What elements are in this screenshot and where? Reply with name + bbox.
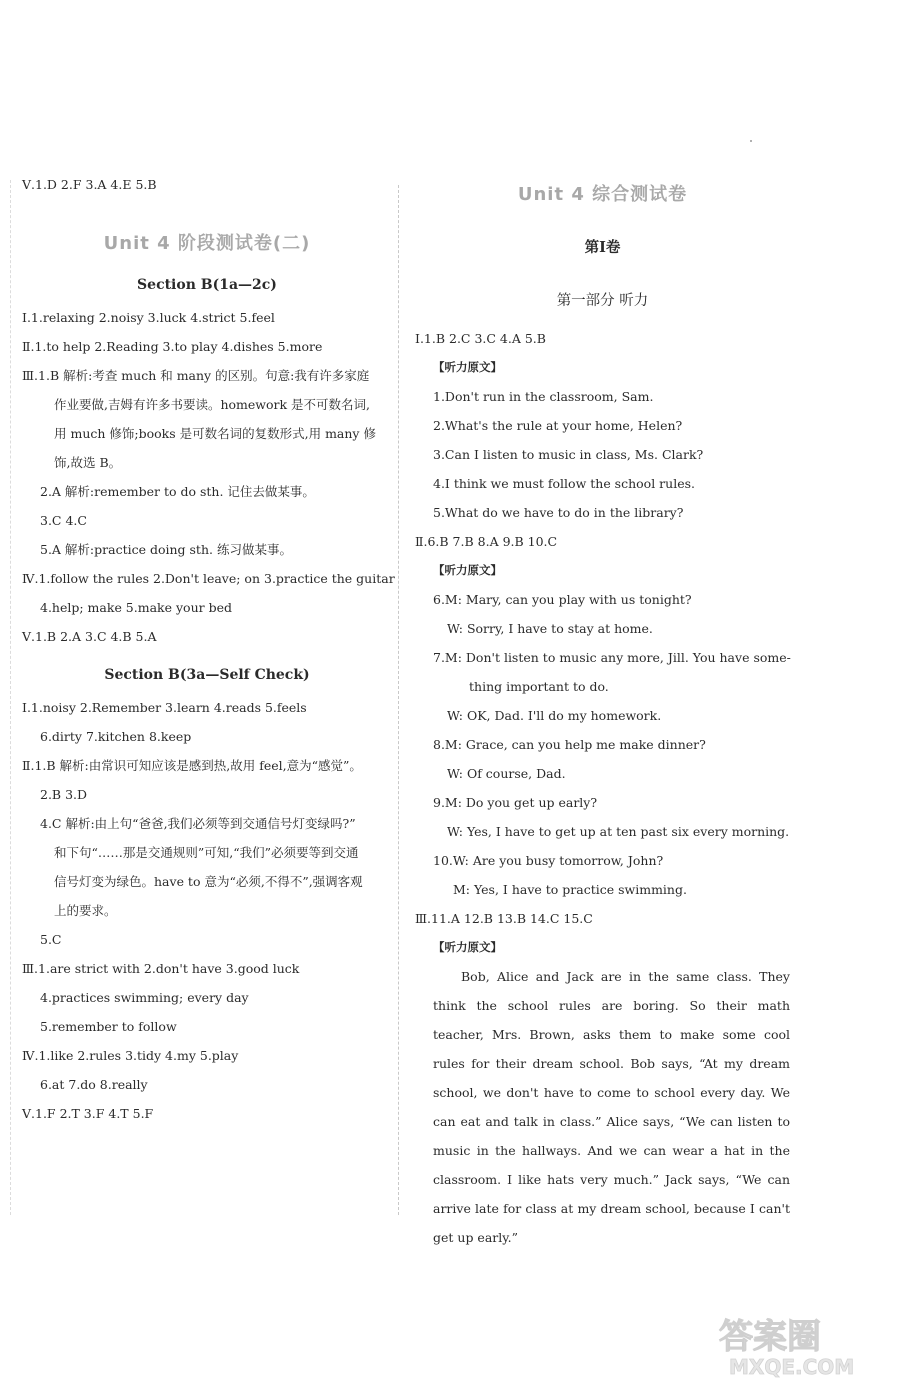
answer-line: Ⅰ.1.relaxing 2.noisy 3.luck 4.strict 5.feel (22, 310, 275, 325)
answer-line: 3.C 4.C (40, 513, 87, 528)
listening-script-tag: 【听力原文】 (433, 940, 502, 954)
answer-line: 上的要求。 (54, 903, 117, 918)
script-line: W: Of course, Dad. (447, 766, 566, 781)
script-line: 1.Don't run in the classroom, Sam. (433, 389, 654, 404)
answer-line: 6.at 7.do 8.really (40, 1077, 148, 1092)
answer-line: Ⅰ.1.noisy 2.Remember 3.learn 4.reads 5.feels (22, 700, 307, 715)
answer-line: 5.remember to follow (40, 1019, 177, 1034)
script-line: W: Yes, I have to get up at ten past six every morning. (447, 824, 790, 839)
answer-line: 5.C (40, 932, 62, 947)
script-line: 6.M: Mary, can you play with us tonight? (433, 592, 692, 607)
column-divider (398, 185, 399, 1215)
answer-line: 用 much 修饰;books 是可数名词的复数形式,用 many 修 (54, 426, 376, 441)
script-line: W: OK, Dad. I'll do my homework. (447, 708, 662, 723)
script-line: 4.I think we must follow the school rules. (433, 476, 695, 491)
watermark-logo (711, 1310, 886, 1380)
answer-line: 4.help; make 5.make your bed (40, 600, 232, 615)
answer-line: Ⅳ.1.follow the rules 2.Don't leave; on 3.practice the guitar (22, 571, 395, 586)
answer-line: Ⅲ.1.B 解析:考查 much 和 many 的区别。句意:我有许多家庭 (22, 368, 370, 383)
answer-line: 2.B 3.D (40, 787, 88, 802)
script-line: 5.What do we have to do in the library? (433, 505, 684, 520)
answer-line: Ⅴ.1.B 2.A 3.C 4.B 5.A (22, 629, 157, 644)
listening-script-tag: 【听力原文】 (433, 360, 502, 374)
answer-line: Ⅱ.6.B 7.B 8.A 9.B 10.C (415, 534, 558, 549)
section-b-3a-self-check-heading: Section B(3a—Self Check) (104, 667, 310, 683)
section-b-1a-2c-heading: Section B(1a—2c) (137, 277, 277, 293)
script-line: 9.M: Do you get up early? (433, 795, 598, 810)
answer-line: 作业要做,吉姆有许多书要读。homework 是不可数名词, (54, 397, 371, 412)
page-edge-line (10, 180, 11, 1215)
right-column (415, 170, 790, 1252)
left-top-answers: Ⅴ.1.D 2.F 3.A 4.E 5.B (22, 177, 157, 192)
script-line: 2.What's the rule at your home, Helen? (433, 418, 683, 433)
script-line: thing important to do. (469, 679, 609, 694)
script-line: 10.W: Are you busy tomorrow, John? (433, 853, 664, 868)
answer-line: Ⅲ.11.A 12.B 13.B 14.C 15.C (415, 911, 593, 926)
watermark-graphic (711, 1310, 886, 1380)
answer-line: 4.C 解析:由上句“爸爸,我们必须等到交通信号灯变绿吗?” (40, 816, 356, 831)
answer-line: 4.practices swimming; every day (40, 990, 249, 1005)
answer-line: Ⅳ.1.like 2.rules 3.tidy 4.my 5.play (22, 1048, 239, 1063)
answer-line: Ⅲ.1.are strict with 2.don't have 3.good luck (22, 961, 300, 976)
script-line: 3.Can I listen to music in class, Ms. Clark? (433, 447, 704, 462)
left-test-title: Unit 4 阶段测试卷(二) (103, 233, 311, 254)
volume-heading: 第Ⅰ卷 (584, 239, 621, 256)
answer-line: Ⅱ.1.B 解析:由常识可知应该是感到热,故用 feel,意为“感觉”。 (22, 758, 362, 773)
speck (750, 140, 752, 142)
answer-line: Ⅰ.1.B 2.C 3.C 4.A 5.B (415, 331, 546, 346)
answer-line: 2.A 解析:remember to do sth. 记住去做某事。 (40, 484, 315, 499)
answer-line: 饰,故选 B。 (54, 455, 122, 470)
answer-line: 信号灯变为绿色。have to 意为“必须,不得不”,强调客观 (54, 874, 363, 889)
answer-line: 5.A 解析:practice doing sth. 练习做某事。 (40, 542, 292, 557)
watermark-bottom-text: MXQE.COM (729, 1355, 855, 1379)
left-column (22, 170, 395, 1128)
script-paragraph: Bob, Alice and Jack are in the same class. They think the school rules are boring. So their math teacher, Mrs. Brown, asks them to make some cool rules for their dream school. Bob says, “At my dream school, we don't have to come to school every day. We can eat and talk in class.” Alice says, “We can listen to music in the hallways. And we can wear a hat in the classroom. I like hats very much.” Jack says, “We can arrive late for class at my dream school, because I can't get up early.” (433, 969, 790, 1245)
answer-line: 和下句“……那是交通规则”可知,“我们”必须要等到交通 (54, 845, 359, 860)
answer-line: 6.dirty 7.kitchen 8.keep (40, 729, 192, 744)
answer-line: Ⅱ.1.to help 2.Reading 3.to play 4.dishes 5.more (22, 339, 323, 354)
script-line: W: Sorry, I have to stay at home. (447, 621, 653, 636)
script-line: 7.M: Don't listen to music any more, Jill. You have some- (433, 650, 791, 665)
watermark-top-text: 答案圈 (719, 1317, 821, 1357)
right-test-title: Unit 4 综合测试卷 (517, 184, 688, 205)
listening-script-tag: 【听力原文】 (433, 563, 502, 577)
answer-line: Ⅴ.1.F 2.T 3.F 4.T 5.F (22, 1106, 154, 1121)
script-line: 8.M: Grace, can you help me make dinner? (433, 737, 706, 752)
part-one-listening-heading: 第一部分 听力 (556, 293, 649, 309)
script-line: M: Yes, I have to practice swimming. (453, 882, 687, 897)
